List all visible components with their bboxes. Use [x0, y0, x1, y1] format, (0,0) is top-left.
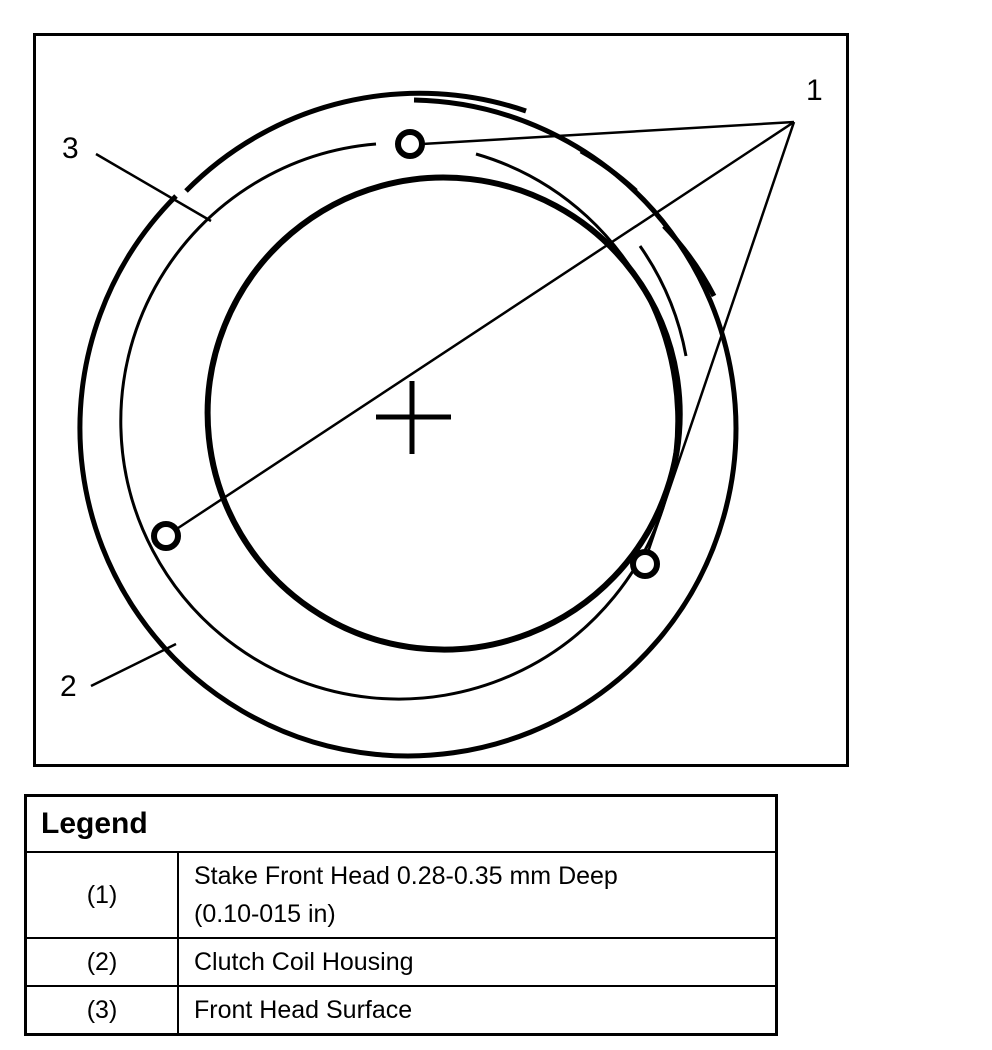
legend-row-number: (2) — [26, 938, 179, 986]
stake-point-right — [633, 552, 657, 576]
legend-row — [26, 938, 777, 986]
legend-row-description-line: Stake Front Head 0.28-0.35 mm Deep — [194, 862, 618, 890]
leader-1-to-top-stake — [422, 122, 794, 144]
legend-row — [26, 852, 777, 938]
inner-bore-ring — [208, 178, 680, 650]
legend-row-description: Clutch Coil Housing — [178, 938, 777, 986]
legend-row-number: (1) — [26, 852, 179, 938]
legend-row-description — [178, 852, 777, 938]
legend-header-row — [26, 796, 777, 853]
stake-point-left — [154, 524, 178, 548]
diagram-frame — [33, 33, 849, 767]
legend-row-description-line: (0.10-015 in) — [194, 900, 336, 928]
clutch-head-drawing — [36, 36, 852, 770]
legend-row-description: Front Head Surface — [178, 986, 777, 1035]
callout-2-label: 2 — [60, 670, 77, 703]
legend-table — [24, 794, 778, 1036]
leader-1-to-left-stake — [166, 122, 794, 536]
leader-3 — [96, 154, 211, 221]
legend-row-number: (3) — [26, 986, 179, 1035]
ring-dash-1 — [581, 151, 636, 191]
legend-row — [26, 986, 777, 1035]
callout-3-label: 3 — [62, 132, 79, 165]
legend-title: Legend — [26, 796, 777, 853]
coil-housing-outer-ring — [80, 100, 736, 756]
leader-2 — [91, 644, 176, 686]
callout-1-label: 1 — [806, 74, 823, 107]
stake-point-top — [398, 132, 422, 156]
